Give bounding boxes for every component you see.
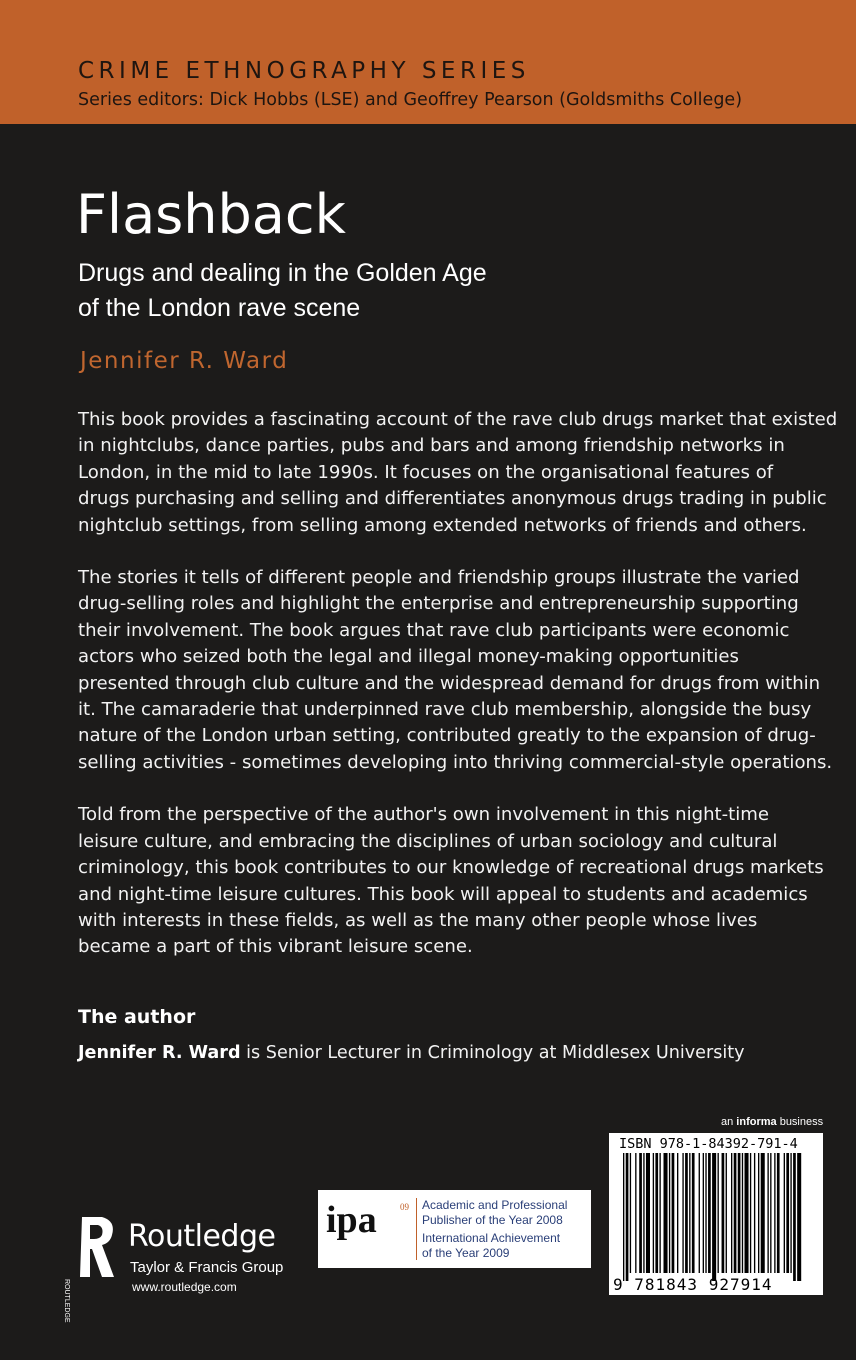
award-text — [422, 1198, 567, 1260]
series-editors: Series editors: Dick Hobbs (LSE) and Geoffrey Pearson (Goldsmiths College) — [78, 90, 743, 110]
series-band — [0, 0, 856, 124]
barcode-bar — [718, 1153, 719, 1273]
blurb-line: This book provides a fascinating account of the rave club drugs market that existed — [78, 409, 838, 430]
informa-prefix: an — [721, 1116, 737, 1128]
ipa-year: 09 — [400, 1202, 409, 1212]
about-author-bio: is Senior Lecturer in Criminology at Middlesex University — [240, 1043, 745, 1063]
award-line: International Achievement — [422, 1231, 561, 1245]
award-line: of the Year 2009 — [422, 1245, 510, 1260]
blurb-paragraph — [78, 802, 826, 960]
barcode-bar — [793, 1153, 796, 1281]
about-author-text — [78, 1043, 745, 1063]
barcode-bar — [750, 1153, 751, 1273]
subtitle-line: of the London rave scene — [78, 294, 361, 322]
barcode-bar — [626, 1153, 629, 1281]
routledge-emblem-icon — [72, 1213, 118, 1281]
barcode-bar — [774, 1153, 775, 1273]
barcode-bar — [646, 1153, 650, 1273]
routledge-vertical-text: ROUTLEDGE — [63, 1279, 70, 1323]
barcode-bar — [784, 1153, 785, 1273]
blurb-paragraph — [78, 407, 838, 539]
ipa-divider — [416, 1198, 417, 1260]
barcode-bar — [639, 1153, 642, 1273]
barcode-bar — [689, 1153, 690, 1273]
ean-digits: 9 781843 927914 — [613, 1275, 773, 1294]
barcode-bar — [722, 1153, 725, 1273]
barcode-bar — [777, 1153, 780, 1273]
barcode-bar — [643, 1153, 644, 1273]
barcode-bar — [653, 1153, 654, 1273]
ipa-logo: ipa — [326, 1199, 377, 1241]
blurb-paragraph — [78, 565, 833, 776]
award-line: Academic and Professional — [422, 1198, 568, 1212]
series-title: CRIME ETHNOGRAPHY SERIES — [78, 58, 530, 84]
publisher-name: Routledge — [128, 1219, 276, 1254]
blurb-line: it. The camaraderie that underpinned rave club membership, alongside the busy — [78, 699, 812, 721]
blurb-line: nature of the London urban setting, contributed greatly to the expansion of drug- — [78, 725, 816, 747]
book-subtitle — [78, 256, 698, 326]
barcode-bar — [703, 1153, 704, 1273]
barcode-bar — [738, 1153, 741, 1273]
blurb-line: leisure culture, and embracing the disciplines of urban sociology and cultural — [78, 830, 778, 852]
subtitle-line: Drugs and dealing in the Golden Age — [78, 259, 487, 287]
blurb-line: became a part of this vibrant leisure scene. — [78, 936, 473, 958]
barcode-bar — [726, 1153, 727, 1273]
barcode-bar — [672, 1153, 675, 1273]
barcode-bar — [745, 1153, 749, 1273]
isbn-text: ISBN 978-1-84392-791-4 — [619, 1136, 798, 1152]
blurb-line: and night-time leisure cultures. This book will appeal to students and academics — [78, 883, 808, 905]
blurb-line: in nightclubs, dance parties, pubs and bars and among friendship networks in — [78, 435, 785, 457]
barcode-bar — [623, 1153, 624, 1281]
isbn-barcode — [609, 1133, 823, 1295]
barcode-bar — [635, 1153, 636, 1273]
award-line: Publisher of the Year 2008 — [422, 1212, 563, 1227]
barcode-bar — [685, 1153, 688, 1273]
barcode-bar — [630, 1153, 631, 1273]
barcode-bar — [742, 1153, 743, 1273]
barcode-bar — [797, 1153, 801, 1281]
award-badge — [318, 1190, 591, 1268]
barcode-bars — [609, 1133, 823, 1295]
barcode-bar — [731, 1153, 732, 1273]
barcode-bar — [712, 1153, 716, 1281]
barcode-bar — [754, 1153, 755, 1273]
blurb-line: their involvement. The book argues that rave club participants were economic — [78, 619, 790, 641]
blurb — [78, 407, 838, 987]
barcode-bar — [790, 1153, 791, 1273]
blurb-line: nightclub settings, from selling among extended networks of friends and others. — [78, 514, 807, 536]
blurb-line: drug-selling roles and highlight the enterprise and entrepreneurship supporting — [78, 593, 799, 615]
blurb-line: The stories it tells of different people and friendship groups illustrate the varied — [78, 567, 800, 589]
barcode-bar — [699, 1153, 700, 1273]
informa-suffix: business — [776, 1116, 824, 1128]
publisher-logo — [63, 1213, 312, 1323]
barcode-bar — [677, 1153, 678, 1273]
publisher-group: Taylor & Francis Group — [130, 1259, 284, 1276]
barcode-bar — [786, 1153, 789, 1273]
barcode-bar — [758, 1153, 759, 1273]
blurb-line: with interests in these fields, as well as the many other people whose lives — [78, 909, 758, 931]
about-author-name: Jennifer R. Ward — [78, 1043, 241, 1063]
book-title: Flashback — [76, 183, 346, 246]
barcode-bar — [682, 1153, 683, 1273]
blurb-line: criminology, this book contributes to our knowledge of recreational drugs markets — [78, 857, 824, 879]
about-author-heading: The author — [78, 1006, 196, 1028]
publisher-url: www.routledge.com — [132, 1280, 237, 1294]
book-author: Jennifer R. Ward — [80, 348, 289, 374]
barcode-bar — [669, 1153, 670, 1273]
blurb-line: actors who seized both the legal and illegal money-making opportunities — [78, 646, 739, 668]
blurb-line: presented through club culture and the widespread demand for drugs from within — [78, 672, 821, 694]
informa-brand: informa — [736, 1116, 777, 1128]
barcode-bar — [705, 1153, 706, 1273]
barcode-bar — [734, 1153, 737, 1273]
barcode-bar — [655, 1153, 658, 1273]
barcode-bar — [761, 1153, 765, 1273]
barcode-bar — [767, 1153, 768, 1273]
informa-tagline — [721, 1116, 823, 1128]
blurb-line: drugs purchasing and selling and differentiates anonymous drugs trading in public — [78, 488, 827, 510]
barcode-bar — [692, 1153, 695, 1273]
barcode-bar — [659, 1153, 660, 1273]
blurb-line: Told from the perspective of the author's own involvement in this night-time — [78, 804, 770, 826]
barcode-bar — [770, 1153, 771, 1273]
barcode-bar — [664, 1153, 668, 1273]
barcode-bar — [708, 1153, 711, 1273]
blurb-line: London, in the mid to late 1990s. It focuses on the organisational features of — [78, 461, 774, 483]
blurb-line: selling activities - sometimes developing into thriving commercial-style operations. — [78, 751, 833, 773]
